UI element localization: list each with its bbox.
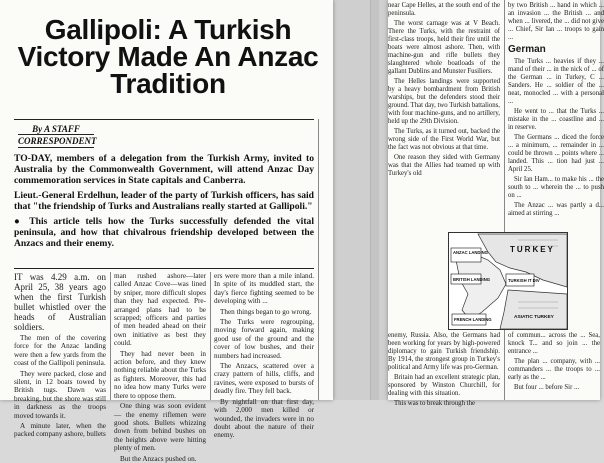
body-column-2 xyxy=(114,272,206,463)
byline-line1: By A STAFF xyxy=(32,124,80,134)
body-column-1 xyxy=(14,272,106,439)
column-paragraph: But the Anzacs pushed on. xyxy=(120,454,197,463)
intro-paragraph-1 xyxy=(14,153,314,186)
column-paragraph: He went to ... that the Turks ... mistake in the ... coastline and ... in reserve. xyxy=(508,108,604,131)
column-paragraph: Then things began to go wrong. xyxy=(220,307,312,316)
column-paragraph: They were packed, close and silent, in 12 boats towed by British tugs. Dawn was breaking, but the shore was still in darkness as the troops moved towards it. xyxy=(14,369,106,420)
column-paragraph: near Cape Helles, at the south end of the peninsula. xyxy=(388,2,500,17)
column-divider xyxy=(210,272,211,400)
column-paragraph: The Anzacs, scattered over a crazy pattern of hills, cliffs, and ravines, were exposed to bursts of deadly fire. They fell back. xyxy=(214,362,314,396)
column-divider xyxy=(110,272,111,400)
byline-line2: CORRESPONDENT xyxy=(18,136,97,146)
column-paragraph: The men of the covering force for the Anzac landing were then a few yards from the coast of the Gallipoli peninsula. xyxy=(14,334,106,368)
section-subhead: German xyxy=(508,44,546,55)
column-paragraph: The Anzac ... was partly a d... aimed at stirring ... xyxy=(508,202,604,217)
column-paragraph: The Turks ... heavies if they ... mand of their ... in the nick of ... of the German ... in Turkey, C ... Sanders. He ... soldier of the ... neat, monocled ... with a personal ... xyxy=(508,58,604,105)
column-paragraph: A minute later, when the packed company ashore, bullets xyxy=(14,422,106,439)
intro-dropcap: TO-DAY, xyxy=(14,153,53,164)
column-paragraph: The Turks, as it turned out, backed the wrong side of the First World War, but the fact was not obvious at that time. xyxy=(388,128,500,151)
column-divider xyxy=(504,0,505,400)
map-label-turkey: TURKEY xyxy=(510,245,555,254)
column-paragraph: This was to break through the xyxy=(394,400,475,407)
column-paragraph: Britain had an excellent strategic plan, sponsored by Winston Churchill, for dealing with this situation. xyxy=(388,374,500,397)
right-column-b-bottom xyxy=(508,332,600,400)
headline-rule xyxy=(14,119,314,120)
article-intro xyxy=(14,153,314,253)
column-paragraph: By nightfall on that first day, with 2,000 men killed or wounded, the invaders were in no doubt about the nature of their enemy. xyxy=(214,397,314,440)
intro-rule xyxy=(14,268,314,269)
page-gutter xyxy=(370,0,379,400)
column-paragraph: One thing was soon evident— the enemy riflemen were good shots. Bullets whizzing down from behind bushes on the heights above were hitting plenty of men. xyxy=(114,402,206,453)
column-divider xyxy=(318,119,319,400)
right-column-b-top xyxy=(508,2,604,217)
column-paragraph: They had never been in action before, and they knew nothing reliable about the Turks as fighters. Moreover, this had no idea how many Turks were there to oppose them. xyxy=(114,349,206,400)
article-headline: Gallipoli: A Turkish Victory Made An Anzac Tradition xyxy=(17,14,319,99)
map-label-anzac: ANZAC LANDING xyxy=(453,250,488,255)
column-paragraph: But four ... before Sir ... xyxy=(514,384,580,391)
column-paragraph: The Germans ... diced the force ... a minimum, ... remainder in ... could be thrown ... points where ... landed. This ... tion had just ... April 25. xyxy=(508,134,604,173)
column-paragraph: The Helles landings were supported by a heavy bombardment from British warships, but the defenders stood their ground. That day, two Turkish battalions, with four machine-guns, and no artillery, held up the 29th Division. xyxy=(388,78,500,125)
asiatic-coast xyxy=(500,290,567,329)
body-column-3 xyxy=(214,272,314,440)
column-paragraph: ers were more than a mile inland. In spite of its muddled start, the day's fierce fighting seemed to be developing with ... xyxy=(214,272,314,306)
column-paragraph: man rushed ashore—later called Anzac Cove—was lined by sniper, more difficult slopes than they had expected. Pre-arranged plans had to be scrapped; officers and parties of men headed ahead on their own initiative as best they could. xyxy=(114,272,206,348)
byline xyxy=(18,124,97,148)
gallipoli-map xyxy=(448,232,568,330)
intro-paragraph-2: Lieut.-General Erdelhun, leader of the party of Turkish officers, has said that "the friendship of Turks and Australians really started at Gallipoli." xyxy=(14,190,314,212)
column-paragraph: The Turks were regrouping, moving forward again, making good use of the ground and the cover of low bushes, and their numbers had increased. xyxy=(214,318,314,360)
column-paragraph: The plan ... company, with ... commanders ... the troops to ... early as the ... xyxy=(508,358,600,381)
column-paragraph: enemy, Russia. Also, the Germans had been working for years by high-powered diplomacy to gain Turkish friendship. By 1914, the strongest group in Turkey's political and Army life was pro-German. xyxy=(388,332,500,371)
right-column-a-top xyxy=(388,2,500,230)
right-column-a-bottom xyxy=(388,332,500,407)
map-label-british: BRITISH LANDING xyxy=(453,277,490,282)
column-paragraph: Sir Ian Ham... to make his ... the south to ... wherein the ... to push on ... xyxy=(508,176,604,199)
column-paragraph: IT was 4.29 a.m. on April 25, 38 years ago when the first Turkish bullet whistled over the heads of Australian soldiers. xyxy=(14,272,106,332)
newspaper-page-right xyxy=(388,0,604,407)
column-paragraph: by two British ... hand in which ... an invasion ... the British ... and when ... livered, the ... did not give ... Chief, Sir Ian ... troops to gain ... xyxy=(508,2,604,41)
column-paragraph: of commun... across the ... Sea, knock T... and so join ... the entrance ... xyxy=(508,332,600,355)
map-label-turkish-div: TURKISH IT DIV xyxy=(508,278,540,283)
intro-p1-text: members of a delegation from the Turkish Army, invited to Australia by the Commonwealth Government, will attend Anzac Day commemoration services in State capitals and Canberra. xyxy=(14,153,314,186)
column-paragraph: One reason they sided with Germany was that the Allies had teamed up with Turkey's old xyxy=(388,154,500,177)
intro-paragraph-3: ● This article tells how the Turks successfully defended the vital peninsula, and how that chivalrous friendship developed between the Anzacs and their enemy. xyxy=(14,216,314,249)
map-label-asiatic: ASIATIC TURKEY xyxy=(514,315,554,320)
map-label-french: FRENCH LANDING xyxy=(454,317,492,322)
column-paragraph: The worst carnage was at V Beach. There the Turks, with the restraint of first-class troops, held their fire until the boats were almost ashore. Then, with machine-gun and rifle bullets they slaughtered whole boatloads of the gallant Dublins and Munster Fusiliers. xyxy=(388,20,500,75)
